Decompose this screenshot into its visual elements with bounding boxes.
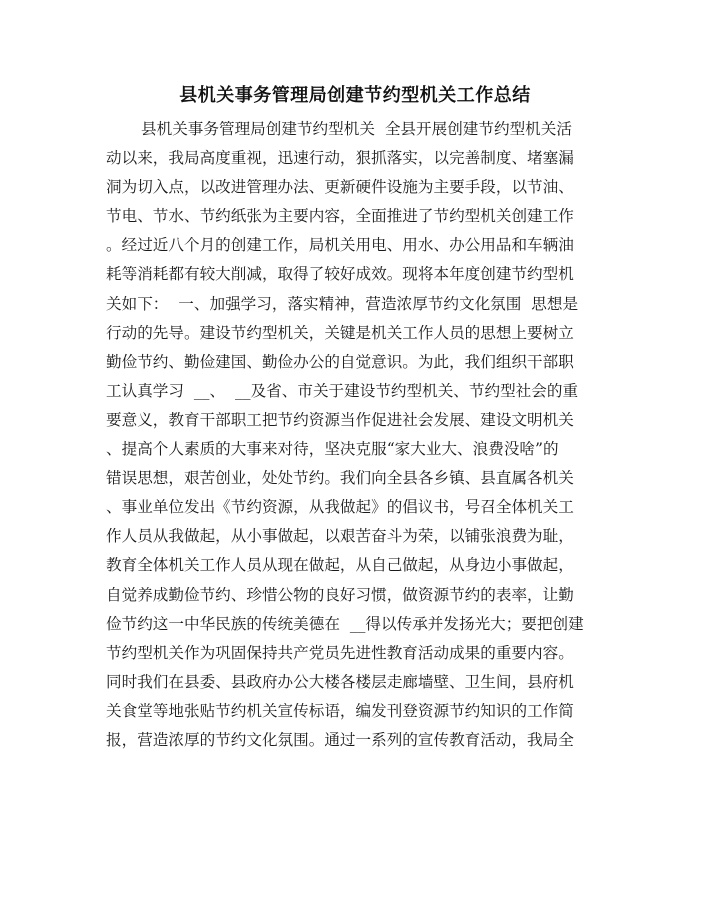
body-line: 工认真学习 __、 __及省、市关于建设节约型机关、节约型社会的重: [106, 381, 579, 400]
body-line: 县机关事务管理局创建节约型机关 全县开展创建节约型机关活: [141, 120, 572, 138]
body-line: 。经过近八个月的创建工作，局机关用电、用水、办公用品和车辆油: [106, 236, 574, 255]
document-body: [106, 115, 606, 755]
body-line: 行动的先导。建设节约型机关，关键是机关工作人员的思想上要树立: [106, 323, 574, 342]
body-line: 教育全体机关工作人员从现在做起，从自己做起，从身边小事做起，: [106, 556, 574, 575]
body-line: 自觉养成勤俭节约、珍惜公物的良好习惯，做资源节约的表率，让勤: [106, 585, 574, 604]
body-line: 作人员从我做起，从小事做起，以艰苦奋斗为荣，以铺张浪费为耻，: [106, 527, 574, 546]
body-line: 错误思想，艰苦创业，处处节约。我们向全县各乡镇、县直属各机关: [106, 469, 574, 488]
body-line: 关如下： 一、加强学习，落实精神，营造浓厚节约文化氛围 思想是: [106, 294, 579, 313]
body-line: 、提高个人素质的大事来对待，坚决克服“家大业大、浪费没啥”的: [106, 440, 559, 459]
body-line: 洞为切入点，以改进管理办法、更新硬件设施为主要手段，以节油、: [106, 178, 574, 197]
body-line: 、事业单位发出《节约资源，从我做起》的倡议书，号召全体机关工: [106, 498, 574, 517]
body-line: 关食堂等地张贴节约机关宣传标语，编发刊登资源节约知识的工作简: [106, 701, 574, 720]
document-title: 县机关事务管理局创建节约型机关工作总结: [179, 85, 531, 106]
body-line: 节约型机关作为巩固保持共产党员先进性教育活动成果的重要内容。: [106, 643, 574, 662]
body-line: 要意义，教育干部职工把节约资源当作促进社会发展、建设文明机关: [106, 410, 574, 429]
body-line: 动以来，我局高度重视，迅速行动，狠抓落实，以完善制度、堵塞漏: [106, 149, 574, 168]
body-line: 勤俭节约、勤俭建国、勤俭办公的自觉意识。为此，我们组织干部职: [106, 352, 574, 371]
body-line: 报，营造浓厚的节约文化氛围。通过一系列的宣传教育活动，我局全: [106, 730, 574, 749]
body-line: 俭节约这一中华民族的传统美德在 __得以传承并发扬光大；要把创建: [106, 614, 584, 633]
body-line: 同时我们在县委、县政府办公大楼各楼层走廊墙壁、卫生间，县府机: [106, 672, 574, 691]
body-line: 耗等消耗都有较大削减，取得了较好成效。现将本年度创建节约型机: [106, 265, 574, 284]
body-line: 节电、节水、节约纸张为主要内容，全面推进了节约型机关创建工作: [106, 207, 574, 226]
